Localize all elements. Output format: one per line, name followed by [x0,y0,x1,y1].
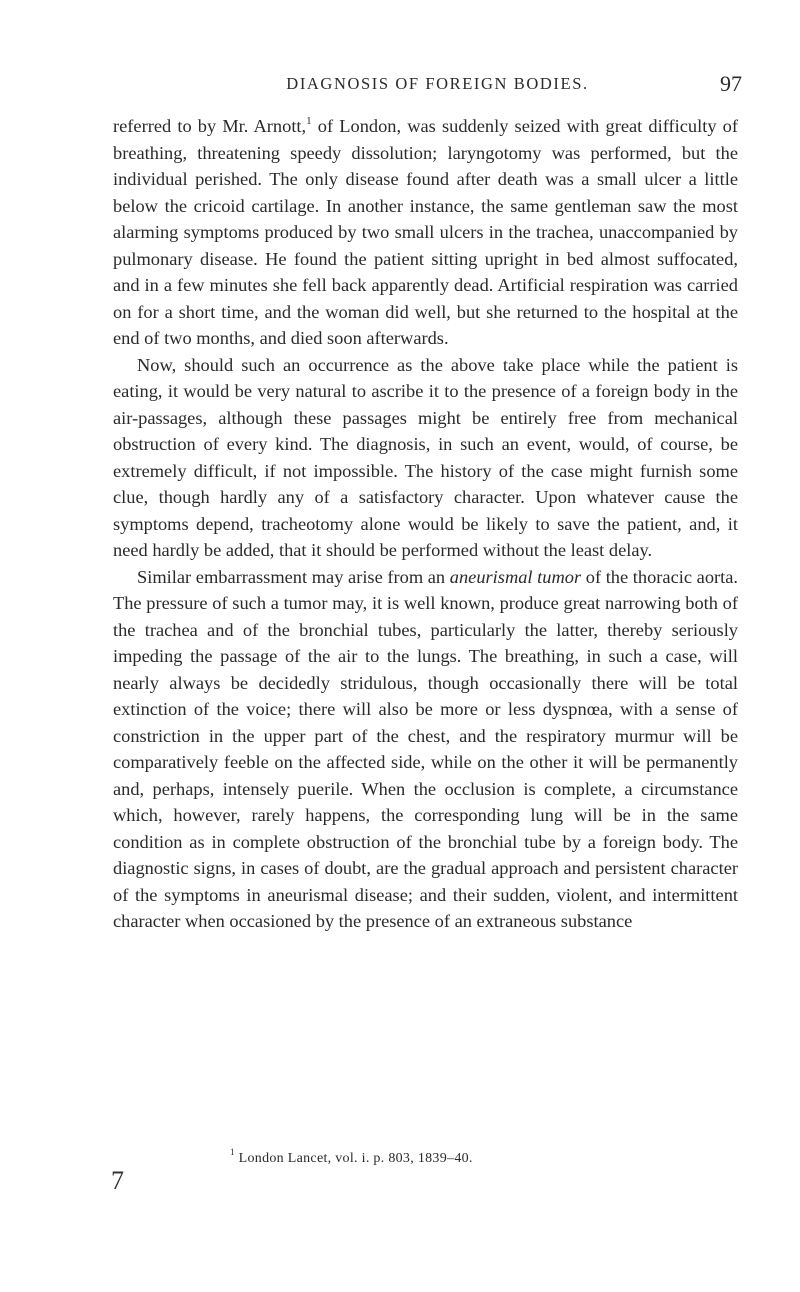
page-number: 97 [720,71,742,96]
page-header [113,71,742,104]
paragraph-1 [113,113,738,352]
footnote-text: London Lancet, vol. i. p. 803, 1839–40. [234,1151,473,1166]
paragraph-1-rest: of London, was suddenly seized with great difficulty of breathing, threatening speedy dissolution; laryngotomy was performed, but the individual perished. The only disease found after death was a small ulcer a little below the cricoid cartilage. In another instance, the same gentleman saw the most alarming symptoms produced by two small ulcers in the trachea, unaccompanied by pulmonary disease. He found the patient sitting upright in bed almost suffocated, and in a few minutes she fell back apparently dead. Artificial respiration was carried on for a short time, and the woman did well, but she returned to the hospital at the end of two months, and died soon afterwards. [113,116,738,348]
paragraph-1-start: referred to by Mr. Arnott, [113,116,307,136]
signature-mark: 7 [111,1166,124,1195]
paragraph-3-rest: of the thoracic aorta. The pressure of such a tumor may, it is well known, produce great narrowing both of the trachea and of the bronchial tubes, particularly the latter, thereby seriously impeding the passage of the air to the lungs. The breathing, in such a case, will nearly always be decidedly stridulous, though occasionally there will be total extinction of the voice; there will also be more or less dyspnœa, with a sense of constriction in the upper part of the chest, and the respiratory murmur will be comparatively feeble on the affected side, while on the other it will be permanently and, perhaps, intensely puerile. When the occlusion is complete, a circumstance which, however, rarely happens, the corresponding lung will be in the same condition as in complete obstruction of the bronchial tube by a foreign body. The diagnostic signs, in cases of doubt, are the gradual approach and persistent character of the symptoms in aneurismal disease; and their sudden, violent, and intermittent character when occasioned by the presence of an extraneous substance [113,566,739,931]
paragraph-3 [113,564,738,935]
footnote [230,1147,473,1167]
footnote-reference: 1 [306,114,312,127]
body-text [113,113,738,935]
footnote-marker: 1 [230,1147,235,1158]
paragraph-2: Now, should such an occurrence as the above take place while the patient is eating, it would be very natural to ascribe it to the presence of a foreign body in the air-passages, although these passages might be entirely free from mechanical obstruction of every kind. The diagnosis, in such an event, would, of course, be extremely difficult, if not impossible. The history of the case might furnish some clue, though hardly any of a satisfactory character. Upon whatever cause the symptoms depend, tracheotomy alone would be likely to save the patient, and, it need hardly be added, that it should be performed without the least delay. [113,354,738,560]
running-title: DIAGNOSIS OF FOREIGN BODIES. [286,74,589,93]
paragraph-3-start: Similar embarrassment may arise from an [137,566,450,587]
emphasized-term: aneurismal tumor [449,566,582,587]
